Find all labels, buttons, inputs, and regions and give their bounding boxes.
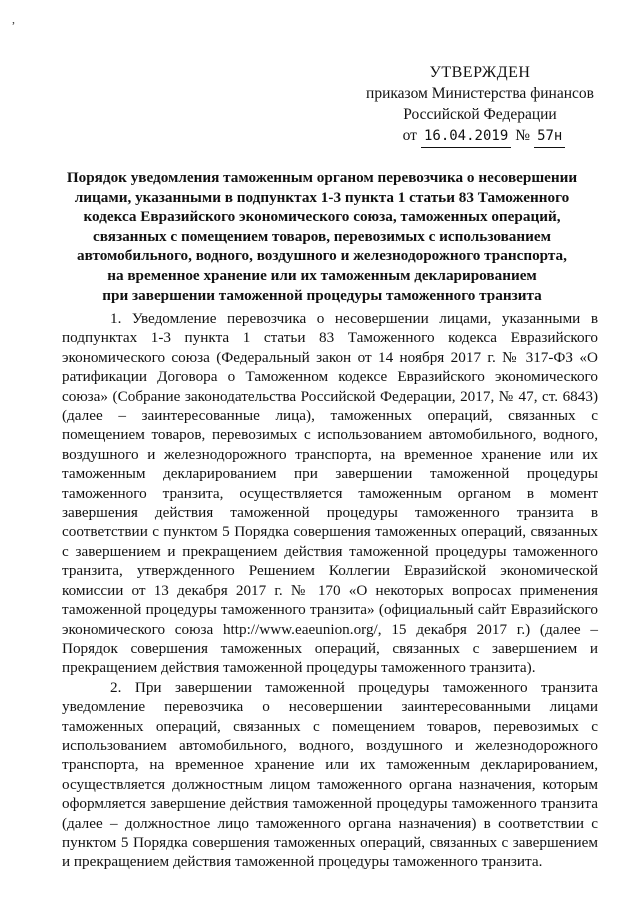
paragraph-1: 1. Уведомление перевозчика о несовершении лицами, указанными в подпунктах 1-3 пункта 1 статьи 83 Таможенного кодекса Евразийского экономического союза (Федеральный закон от 14 ноября 2017 г. № 317-ФЗ «О ратификации Договора о Таможенном кодексе Евразийского экономического союза» (Собрание законодательства Российской Федерации, 2017, № 47, ст. 6843) (далее – заинтересованные лица), таможенных операций, связанных с помещением товаров, перевозимых с использованием автомобильного, водного, воздушного и железнодорожного транспорта, на временное хранение или их таможенным декларированием при завершении таможенной процедуры таможенного транзита, осуществляется таможенным органом в момент завершения действия таможенной процедуры таможенного транзита в соответствии с пунктом 5 Порядка совершения таможенных операций, связанных с завершением и прекращением действия таможенной процедуры таможенного транзита, утвержденного Решением Коллегии Евразийской экономической комиссии от 13 декабря 2017 г. № 170 «О некоторых вопросах применения таможенной процедуры таможенного транзита» (официальный сайт Евразийского экономического союза http://www.eaeunion.org/, 15 декабря 2017 г.) (далее – Порядок совершения таможенных операций, связанных с завершением и прекращением действия таможенной процедуры таможенного транзита).: [62, 310, 598, 677]
document-body: [62, 309, 598, 872]
approval-heading: УТВЕРЖДЕН: [429, 64, 531, 81]
corner-marks: ,: [12, 12, 15, 26]
title-line: на временное хранение или их таможенным декларированием: [107, 266, 537, 284]
title-line: связанных с помещением товаров, перевозимых с использованием: [93, 227, 551, 245]
paragraph-2: 2. При завершении таможенной процедуры таможенного транзита уведомление перевозчика о несовершении заинтересованными лицами таможенных операций, связанных с помещением товаров, перевозимых с использованием автомобильного, водного, воздушного и железнодорожного транспорта, на временное хранение или их таможенным декларированием, осуществляется должностным лицом таможенного органа назначения, которым оформляется завершение действия таможенной процедуры таможенного транзита (далее – должностное лицо таможенного органа назначения) в соответствии с пунктом 5 Порядка совершения таможенных операций, связанных с завершением и прекращением действия таможенной процедуры таможенного транзита.: [62, 678, 598, 871]
number-sign: №: [515, 127, 531, 144]
title-line: автомобильного, водного, воздушного и железнодорожного транспорта,: [77, 247, 567, 265]
approval-ministry-line: Российской Федерации: [403, 106, 557, 123]
approval-block: [350, 62, 610, 148]
title-line: лицами, указанными в подпунктах 1-3 пункта 1 статьи 83 Таможенного: [74, 188, 570, 206]
date-prefix: от: [402, 127, 417, 144]
title-line: при завершении таможенной процедуры таможенного транзита: [102, 286, 542, 304]
approval-order-line: приказом Министерства финансов: [366, 85, 594, 102]
document-title: [62, 168, 582, 305]
title-line: Порядок уведомления таможенным органом перевозчика о несовершении: [66, 169, 578, 186]
number-value: 57н: [534, 126, 565, 148]
approval-date-line: [358, 125, 610, 148]
date-value: 16.04.2019: [421, 126, 511, 148]
title-line: кодекса Евразийского экономического союза, таможенных операций,: [83, 208, 561, 226]
